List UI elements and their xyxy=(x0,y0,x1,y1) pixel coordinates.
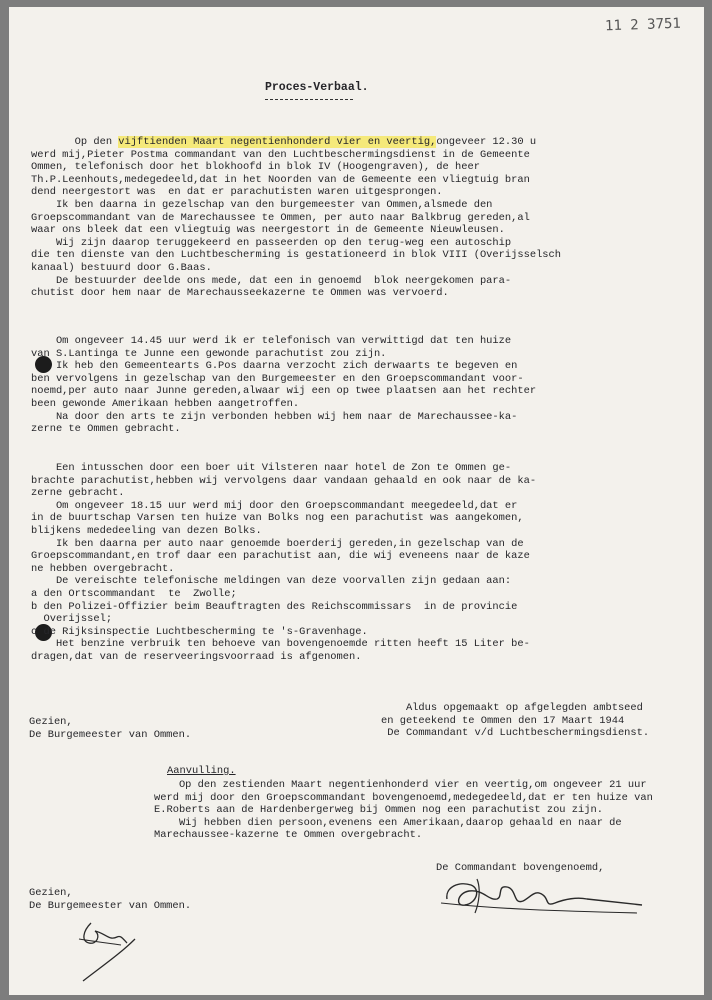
addendum-heading: Aanvulling. xyxy=(167,765,236,777)
text-line: werd mij door den Groepscommandant bovengenoemd,medegedeeld,dat er ten huize van xyxy=(154,791,653,804)
text-line: zerne te Ommen gebracht. xyxy=(31,423,181,436)
text-line: Groepscommandant,en trof daar een parachutist aan, die wij eveneens naar de kaze xyxy=(31,550,530,563)
text-line: brachte parachutist,hebben wij vervolgens daar vandaan gehaald en ook naar de ka- xyxy=(31,474,537,487)
text-line: dend neergestort was en dat er parachutisten waren uitgesprongen. xyxy=(31,186,443,199)
addendum-commandant: De Commandant bovengenoemd, xyxy=(436,862,605,874)
text-line: ben vervolgens in gezelschap van den Burgemeester en den Groepscommandant voor- xyxy=(31,372,524,385)
paragraph-3 xyxy=(31,462,536,664)
burgemeester-signature xyxy=(71,909,151,989)
text-line: Marechaussee-kazerne te Ommen overgebracht. xyxy=(154,829,423,842)
highlighted-date: vijftienden Maart negentienhonderd vier en veertig, xyxy=(118,136,437,148)
text-line: Om ongeveer 18.15 uur werd mij door den Groepscommandant meegedeeld,dat er xyxy=(31,499,518,512)
document-title: Proces-Verbaal. xyxy=(265,81,369,94)
text-line: Ommen, telefonisch door het blokhoofd in blok IV (Hoogengraven), de heer xyxy=(31,161,480,174)
text-line: zerne gebracht. xyxy=(31,487,125,500)
text-line: werd mij,Pieter Postma commandant van den Luchtbeschermingsdienst in de Gemeente xyxy=(31,148,530,161)
list-item-b: b den Polizei-Offizier beim Beauftragten des Reichscommissars in de provincie xyxy=(31,600,518,613)
closing-left xyxy=(29,716,191,741)
paragraph-1-prefix: Op den xyxy=(31,136,119,148)
document-page xyxy=(9,7,704,995)
closing-line: en geteekend te Ommen den 17 Maart 1944 xyxy=(381,714,625,727)
closing-line: De Commandant v/d Luchtbeschermingsdienst. xyxy=(381,727,650,740)
text-line: blijkens mededeeling van dezen Bolks. xyxy=(31,524,262,537)
paragraph-1-line1-rest: ongeveer 12.30 u xyxy=(436,136,537,148)
paragraph-1 xyxy=(31,136,561,300)
text-line: Ik heb den Gemeentearts G.Pos daarna verzocht zich derwaarts te begeven en xyxy=(31,360,518,373)
text-line: Na door den arts te zijn verbonden hebben wij hem naar de Marechaussee-ka- xyxy=(31,410,518,423)
commandant-signature xyxy=(437,869,652,919)
text-line: been gewonde Amerikaan hebben aangetroffen. xyxy=(31,397,300,410)
text-line: E.Roberts aan de Hardenbergerweg bij Ommen nog een parachutist zou zijn. xyxy=(154,804,603,817)
text-line: Het benzine verbruik ten behoeve van bovengenoemde ritten heeft 15 Liter be- xyxy=(31,638,530,651)
closing-right xyxy=(381,702,649,740)
paragraph-2 xyxy=(31,335,536,436)
text-line: kanaal) bestuurd door G.Baas. xyxy=(31,261,212,274)
gezien-label: Gezien, xyxy=(29,887,73,899)
list-item-a: a den Ortscommandant te Zwolle; xyxy=(31,587,237,600)
archive-number: 11 2 3751 xyxy=(604,15,682,35)
text-line: Op den zestienden Maart negentienhonderd vier en veertig,om ongeveer 21 uur xyxy=(154,779,647,791)
text-line: Th.P.Leenhouts,medegedeeld,dat in het Noorden van de Gemeente een vliegtuig bran xyxy=(31,173,530,186)
gezien-label: Gezien, xyxy=(29,716,73,728)
text-line: Ik ben daarna per auto naar genoemde boerderij gereden,in gezelschap van de xyxy=(31,537,524,550)
title-underline xyxy=(265,99,353,100)
text-line: waar ons bleek dat een vliegtuig was neergestort in de Gemeente Nieuwleusen. xyxy=(31,224,505,237)
text-line: Wij hebben dien persoon,evenens een Amerikaan,daarop gehaald en naar de xyxy=(154,816,622,829)
closing-line: Aldus opgemaakt op afgelegden ambtseed xyxy=(381,702,643,714)
addendum-body xyxy=(154,779,653,842)
text-line: noemd,per auto naar Junne gereden,alwaar wij een op twee plaatsen aan het rechter xyxy=(31,385,537,398)
burgemeester-label: De Burgemeester van Ommen. xyxy=(29,899,192,912)
text-line: van S.Lantinga te Junne een gewonde parachutist zou zijn. xyxy=(31,347,387,360)
text-line: De vereischte telefonische meldingen van deze voorvallen zijn gedaan aan: xyxy=(31,575,512,588)
text-line: in de buurtschap Varsen ten huize van Bolks nog een parachutist was aangekomen, xyxy=(31,512,524,525)
text-line: Groepscommandant van de Marechaussee te Ommen, per auto naar Balkbrug gereden,al xyxy=(31,211,530,224)
text-line: De bestuurder deelde ons mede, dat een in genoemd blok neergekomen para- xyxy=(31,274,512,287)
text-line: dragen,dat van de reserveeringsvoorraad is afgenomen. xyxy=(31,650,362,663)
text-line: Wij zijn daarop teruggekeerd en passeerden op den terug-weg een autoschip xyxy=(31,236,512,249)
text-line: ne hebben overgebracht. xyxy=(31,562,175,575)
text-line: chutist door hem naar de Marechausseekazerne te Ommen was vervoerd. xyxy=(31,287,449,300)
burgemeester-label: De Burgemeester van Ommen. xyxy=(29,728,192,741)
text-line: Om ongeveer 14.45 uur werd ik er telefonisch van verwittigd dat ten huize xyxy=(31,335,512,347)
text-line: die ten dienste van den Luchtbescherming is gestationeerd in blok VIII (Overijsselsch xyxy=(31,249,562,262)
list-item-b-cont: Overijssel; xyxy=(31,613,113,626)
text-line: Een intusschen door een boer uit Vilsteren naar hotel de Zon te Ommen ge- xyxy=(31,462,512,474)
text-line: Ik ben daarna in gezelschap van den burgemeester van Ommen,alsmede den xyxy=(31,198,493,211)
list-item-c: c de Rijksinspectie Luchtbescherming te 's-Gravenhage. xyxy=(31,625,368,638)
